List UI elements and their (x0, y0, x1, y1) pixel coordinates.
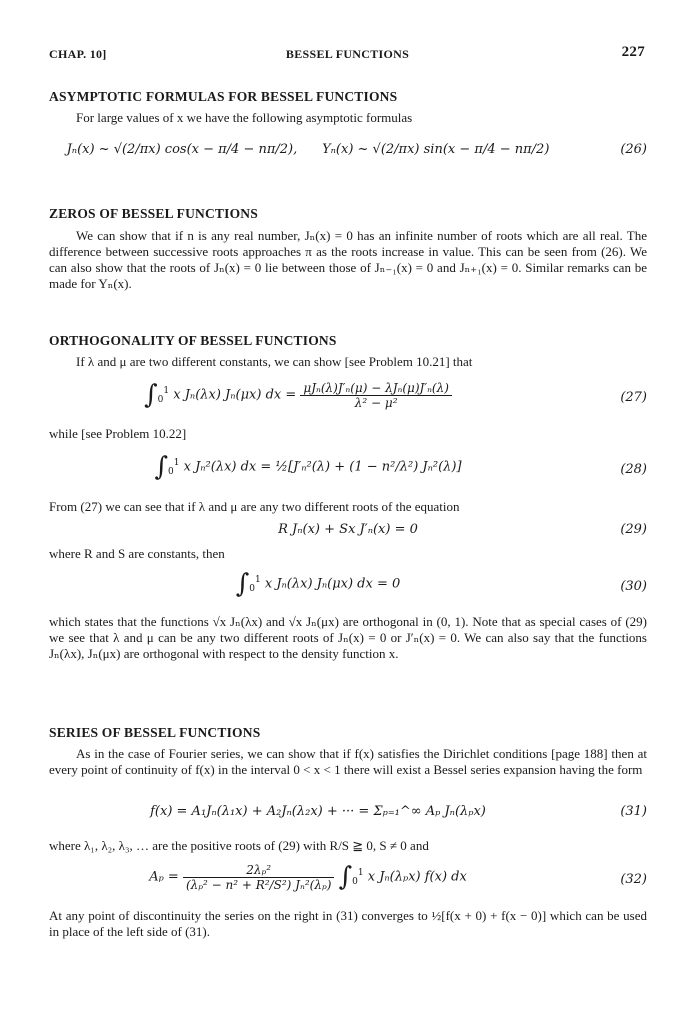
equation-32: Aₚ = $\frac{\text{2λₚ²}}{\text{(λₚ² − n² + R²/S²) Jₙ²(λₚ)}}$ $\int_0^1$ x Jₙ(λₚx) f(x) dx (32) (149, 862, 647, 892)
equation-32-denominator: (λₚ² − n² + R²/S²) Jₙ²(λₚ) (185, 877, 332, 892)
orthogonality-conclusion: which states that the functions √x Jₙ(λx) and √x Jₙ(μx) are orthogonal in (0, 1). Note that as special cases of (29) we see that λ and μ can be any two different roots of Jₙ(x) = 0 or J′ₙ(x) = 0. We can also say that the functions Jₙ(λx), Jₙ(μx) are orthogonal with respect to the density function x. (49, 614, 647, 661)
equation-31-tag: (31) (620, 804, 647, 819)
section-heading-asymptotic: ASYMPTOTIC FORMULAS FOR BESSEL FUNCTIONS (49, 89, 398, 104)
where-lambda-line: where λ₁, λ₂, λ₃, … are the positive roots of (29) with R/S ≧ 0, S ≠ 0 and (49, 838, 429, 853)
equation-28: $\int_0^1$ x Jₙ²(λx) dx = ½[J′ₙ²(λ) + (1 − n²/λ²) Jₙ²(λ)] (28) (154, 452, 647, 482)
equation-30: $\int_0^1$ x Jₙ(λx) Jₙ(μx) dx = 0 (30) (235, 569, 647, 599)
equation-26-jn: Jₙ(x) ~ √(2/πx) cos(x − π/4 − nπ/2), (66, 142, 298, 157)
equation-27: $\int_0^1$ x Jₙ(λx) Jₙ(μx) dx = $\frac{\text{μJₙ(λ)J′ₙ(μ) − λJₙ(μ)J′ₙ(λ)}}{\text{λ² − μ²}}$ (27) (144, 380, 647, 410)
series-intro: As in the case of Fourier series, we can show that if f(x) satisfies the Dirichlet conditions [page 188] then at every point of continuity of f(x) in the interval 0 < x < 1 there will exist a Bessel series expansion having the form (49, 746, 647, 777)
integral-sign: ∫ (338, 862, 353, 892)
equation-26-yn: Yₙ(x) ~ √(2/πx) sin(x − π/4 − nπ/2) (322, 142, 550, 157)
equation-27-denominator: λ² − μ² (354, 395, 398, 410)
zeros-paragraph: We can show that if n is any real number, Jₙ(x) = 0 has an infinite number of roots which are all real. The difference between successive roots approaches π as the roots increase in value. This can be seen from (26). We can also show that the roots of Jₙ(x) = 0 lie between those of Jₙ₋₁(x) = 0 and Jₙ₊₁(x) = 0. Similar remarks can be made for Yₙ(x). (49, 228, 647, 291)
equation-26-tag: (26) (620, 142, 647, 157)
equation-32-right: x Jₙ(λₚx) f(x) dx (367, 869, 467, 885)
equation-26 (49, 134, 647, 174)
asymptotic-intro: For large values of x we have the following asymptotic formulas (76, 110, 413, 125)
equation-27-tag: (27) (620, 390, 647, 405)
running-title: BESSEL FUNCTIONS (285, 47, 410, 61)
page-number: 227 (621, 44, 645, 60)
integral-sign: ∫ (154, 452, 168, 482)
orthogonality-intro: If λ and μ are two different constants, we can show [see Problem 10.21] that (76, 354, 473, 369)
equation-32-left: Aₚ = (149, 869, 179, 885)
series-closing: At any point of discontinuity the series on the right in (31) converges to ½[f(x + 0) + f(x − 0)] which can be used in place of the left side of (31). (49, 908, 647, 939)
equation-30-body: x Jₙ(λx) Jₙ(μx) dx = 0 (264, 576, 401, 592)
equation-29 (49, 520, 647, 542)
equation-27-numerator: μJₙ(λ)J′ₙ(μ) − λJₙ(μ)J′ₙ(λ) (300, 381, 452, 396)
equation-29-body: R Jₙ(x) + Sx J′ₙ(x) = 0 (278, 522, 418, 537)
equation-32-numerator: 2λₚ² (183, 863, 334, 878)
equation-32-fraction (183, 863, 334, 892)
equation-27-fraction (300, 381, 452, 410)
section-heading-series: SERIES OF BESSEL FUNCTIONS (49, 725, 261, 740)
chapter-label: CHAP. 10] (49, 47, 107, 61)
from-27-line: From (27) we can see that if λ and μ are any two different roots of the equation (49, 499, 460, 514)
integral-sign: ∫ (235, 569, 250, 599)
section-heading-zeros: ZEROS OF BESSEL FUNCTIONS (49, 206, 258, 221)
while-line: while [see Problem 10.22] (49, 426, 187, 441)
equation-31 (49, 798, 647, 828)
integral-sign: ∫ (144, 380, 158, 410)
equation-28-body: x Jₙ²(λx) dx = ½[J′ₙ²(λ) + (1 − n²/λ²) Jₙ²(λ)] (183, 459, 462, 475)
section-heading-orthogonality: ORTHOGONALITY OF BESSEL FUNCTIONS (49, 333, 337, 348)
equation-31-body: f(x) = A₁Jₙ(λ₁x) + A₂Jₙ(λ₂x) + ··· = Σₚ₌₁^∞ Aₚ Jₙ(λₚx) (150, 804, 486, 819)
equation-28-tag: (28) (620, 462, 647, 477)
equation-27-left: x Jₙ(λx) Jₙ(μx) dx = (173, 387, 297, 403)
equation-30-tag: (30) (620, 579, 647, 594)
where-rs-line: where R and S are constants, then (49, 546, 225, 561)
equation-29-tag: (29) (620, 522, 647, 537)
equation-32-tag: (32) (620, 872, 647, 887)
